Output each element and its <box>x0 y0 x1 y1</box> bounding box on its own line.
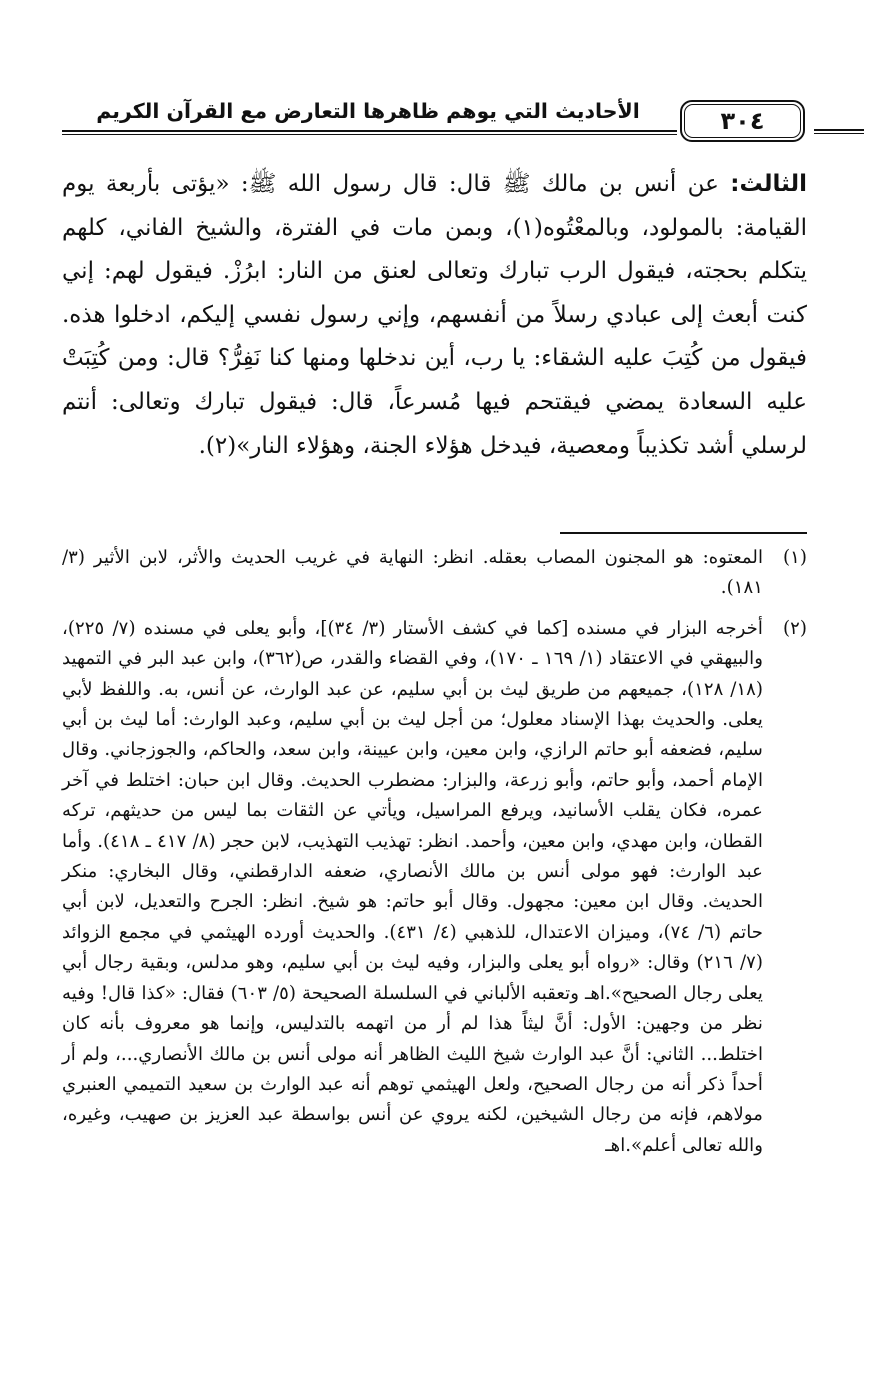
footnote-text: أخرجه البزار في مسنده [كما في كشف الأستار (٣/ ٣٤)]، وأبو يعلى في مسنده (٧/ ٢٢٥)، والبيهقي في الاعتقاد (١/ ١٦٩ ـ ١٧٠)، وفي القضاء والقدر، ص(٣٦٢)، وابن عبد البر في التمهيد (١٨/ ١٢٨)، جميعهم من طريق ليث بن أبي سليم، عن عبد الوارث، عن أنس، به. واللفظ لأبي يعلى. والحديث بهذا الإسناد معلول؛ من أجل ليث بن أبي سليم، وعبد الوارث: أما ليث بن أبي سليم، فضعفه أبو حاتم الرازي، وابن معين، وابن عيينة، وابن سعد، والحاكم، والجوزجاني. وقال الإمام أحمد، وأبو حاتم، وأبو زرعة، والبزار: مضطرب الحديث. وقال ابن حبان: اختلط في آخر عمره، فكان يقلب الأسانيد، ويرفع المراسيل، ويأتي عن الثقات بما ليس من حديثهم، تركه القطان، وابن مهدي، وابن معين، وأحمد. انظر: تهذيب التهذيب، لابن حجر (٨/ ٤١٧ ـ ٤١٨). وأما عبد الوارث: فهو مولى أنس بن مالك الأنصاري، ضعفه الدارقطني، وقال البخاري: منكر الحديث. وقال ابن معين: مجهول. وقال أبو حاتم: هو شيخ. انظر: الجرح والتعديل، لابن أبي حاتم (٦/ ٧٤)، وميزان الاعتدال، للذهبي (٤/ ٤٣١). والحديث أورده الهيثمي في مجمع الزوائد (٧/ ٢١٦) وقال: «رواه أبو يعلى والبزار، وفيه ليث بن أبي سليم، وهو مدلس، وبقية رجال أبي يعلى رجال الصحيح».اهـ وتعقبه الألباني في السلسلة الصحيحة (٥/ ٦٠٣) فقال: «كذا قال! وفيه نظر من وجهين: الأول: أنَّ ليثاً هذا لم أر من اتهمه بالتدليس، وإنما هو معروف بأنه كان اختلط... الثاني: أنَّ عبد الوارث شيخ الليث الظاهر أنه مولى أنس بن مالك الأنصاري...، ولم أر أحداً ذكر أنه من رجال الصحيح، ولعل الهيثمي توهم أنه عبد الوارث بن سعيد التميمي العنبري مولاهم، فإنه من رجال الشيخين، لكنه يروي عن أنس بواسطة عبد العزيز بن صهيب، وغيره، والله تعالى أعلم».اهـ <box>62 617 763 1156</box>
main-text <box>62 163 807 468</box>
page-number-frame <box>680 100 805 142</box>
hadith-text: عن أنس بن مالك ﷺ قال: قال رسول الله ﷺ: «يؤتى بأربعة يوم القيامة: بالمولود، وبالمعْتُوه(١)، وبمن مات في الفترة، والشيخ الفاني، كلهم يتكلم بحجته، فيقول الرب تبارك وتعالى لعنق من النار: ابرُزْ. فيقول لهم: إني كنت أبعث إلى عبادي رسلاً من أنفسهم، وإني رسول نفسي إليكم، ادخلوا هذه. فيقول من كُتِبَ عليه الشقاء: يا رب، أين ندخلها ومنها كنا نَفِرُّ؟ قال: ومن كُتِبَتْ عليه السعادة يمضي فيقتحم فيها مُسرعاً، قال: فيقول تبارك وتعالى: أنتم لرسلي أشد تكذيباً ومعصية، فيدخل هؤلاء الجنة، وهؤلاء النار»(٢). <box>62 171 807 459</box>
main-paragraph <box>62 163 807 468</box>
footnote <box>62 614 807 1161</box>
header-rule-top <box>62 130 677 132</box>
footnote-number: (٢) <box>783 617 807 639</box>
footnote <box>62 543 807 604</box>
footnote-text: المعتوه: هو المجنون المصاب بعقله. انظر: النهاية في غريب الحديث والأثر، لابن الأثير (٣/ ١٨١). <box>62 547 763 599</box>
page-number: ٣٠٤ <box>684 104 801 138</box>
header-rule-right-top <box>814 129 864 131</box>
running-title: الأحاديث التي يوهم ظاهرها التعارض مع القرآن الكريم <box>96 99 640 123</box>
footnotes <box>62 543 807 1161</box>
footnote-number: (١) <box>783 547 807 568</box>
header-rule-right-bottom <box>814 133 864 134</box>
header-rule-bottom <box>62 134 677 135</box>
footnote-separator <box>560 532 807 534</box>
section-lead: الثالث: <box>730 171 808 197</box>
